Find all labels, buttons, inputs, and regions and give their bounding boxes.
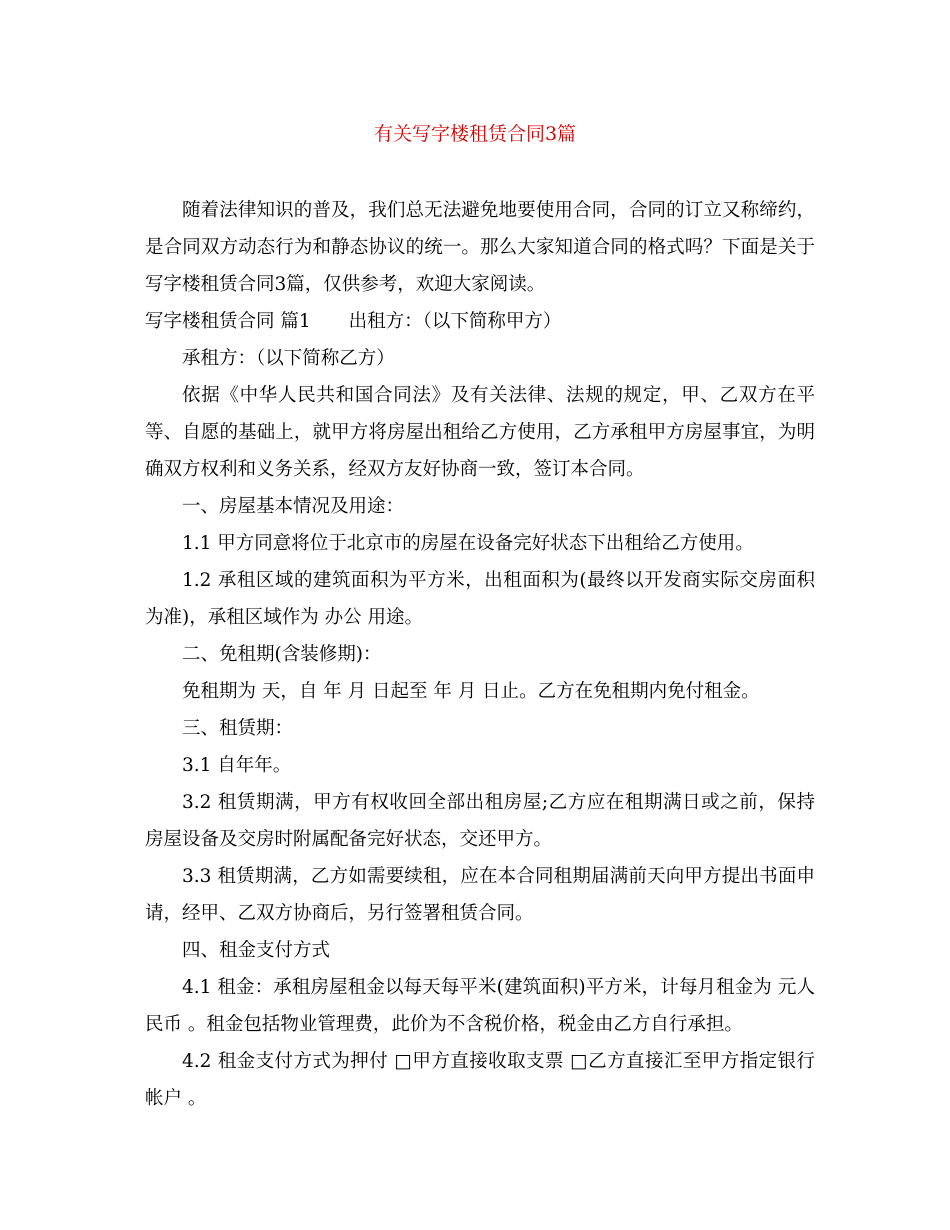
section-2-title: 二、免租期(含装修期)： bbox=[182, 644, 382, 665]
clause-1-2: 1.2 承租区域的建筑面积为平方米，出租面积为(最终以开发商实际交房面积为准)，承租区域作为 办公 用途。 bbox=[145, 570, 815, 628]
lessor-line: 出租方：（以下简称甲方） bbox=[348, 311, 562, 332]
clause-3-3: 3.3 租赁期满，乙方如需要续租，应在本合同租期届满前天向甲方提出书面申请，经甲、乙双方协商后，另行签署租赁合同。 bbox=[145, 866, 815, 924]
clause-4-2: 4.2 租金支付方式为押付 □甲方直接收取支票 □乙方直接汇至甲方指定银行帐户 。 bbox=[145, 1051, 815, 1109]
clause-4-1: 4.1 租金：承租房屋租金以每天每平米(建筑面积)平方米，计每月租金为 元人民币 。租金包括物业管理费，此价为不含税价格，税金由乙方自行承担。 bbox=[145, 977, 815, 1035]
clause-1-1: 1.1 甲方同意将位于北京市的房屋在设备完好状态下出租给乙方使用。 bbox=[182, 533, 754, 554]
document-title: 有关写字楼租赁合同3篇 bbox=[373, 123, 577, 145]
section-3-title: 三、租赁期： bbox=[182, 718, 294, 739]
clause-3-2: 3.2 租赁期满，甲方有权收回全部出租房屋;乙方应在租期满日或之前，保持房屋设备及交房时附属配备完好状态，交还甲方。 bbox=[145, 792, 815, 850]
clause-2-body: 免租期为 天，自 年 月 日起至 年 月 日止。乙方在免租期内免付租金。 bbox=[182, 681, 760, 702]
intro-paragraph: 随着法律知识的普及，我们总无法避免地要使用合同，合同的订立又称缔约，是合同双方动态行为和静态协议的统一。那么大家知道合同的格式吗？下面是关于写字楼租赁合同3篇，仅供参考，欢迎大家阅读。 bbox=[145, 200, 815, 295]
section-4-title: 四、租金支付方式 bbox=[182, 940, 331, 961]
preamble-paragraph: 依据《中华人民共和国合同法》及有关法律、法规的规定，甲、乙双方在平等、自愿的基础上，就甲方将房屋出租给乙方使用，乙方承租甲方房屋事宜，为明确双方权利和义务关系，经双方友好协商一致，签订本合同。 bbox=[145, 385, 815, 480]
clause-3-1: 3.1 自年年。 bbox=[182, 755, 292, 776]
lessee-line: 承租方：（以下简称乙方） bbox=[182, 348, 395, 369]
section-heading: 写字楼租赁合同 篇1 bbox=[145, 311, 311, 332]
document-body bbox=[145, 192, 815, 1117]
section-1-title: 一、房屋基本情况及用途： bbox=[182, 496, 405, 517]
section-heading-line bbox=[145, 303, 815, 340]
